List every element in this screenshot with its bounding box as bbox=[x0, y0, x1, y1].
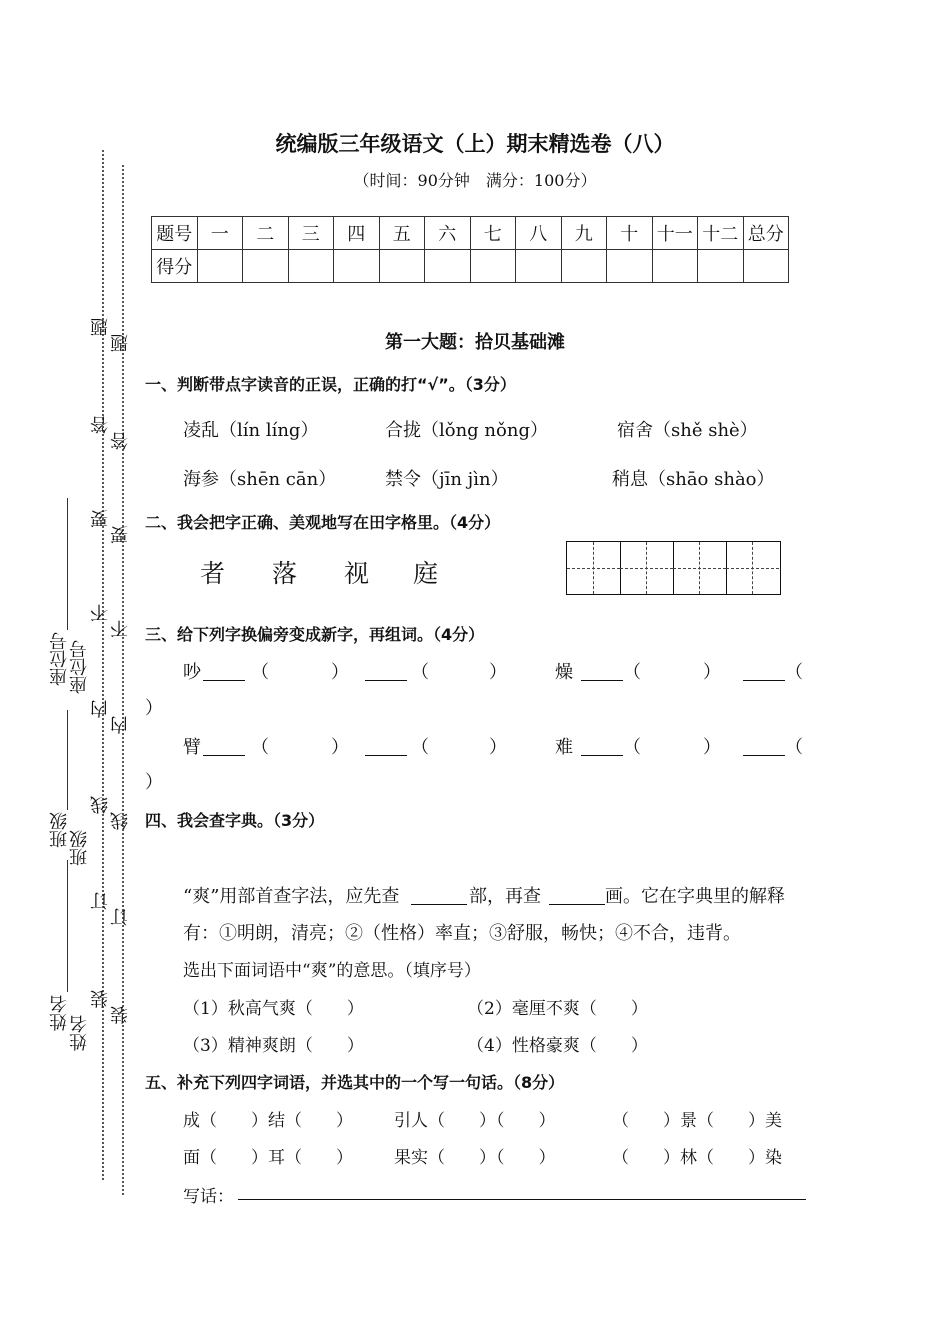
score-cell[interactable] bbox=[288, 250, 334, 283]
paren-close: ） bbox=[331, 662, 349, 683]
notice-char-bu: 不 bbox=[90, 604, 111, 622]
q3-char-bi: 臂 bbox=[183, 737, 201, 758]
score-cell[interactable] bbox=[379, 250, 425, 283]
score-col-3: 三 bbox=[288, 217, 334, 250]
score-table-header-label: 题号 bbox=[152, 217, 198, 250]
paren-open: （ bbox=[411, 662, 429, 683]
answer-blank[interactable] bbox=[743, 658, 785, 681]
score-col-1: 一 bbox=[197, 217, 243, 250]
notice-char-ding-2: 订 bbox=[110, 908, 131, 926]
tianzige-cell[interactable] bbox=[726, 542, 779, 594]
notice-char-ti-2: 题 bbox=[110, 334, 131, 352]
answer-blank[interactable] bbox=[365, 658, 407, 681]
notice-char-nei: 内 bbox=[90, 700, 111, 718]
q2-char-3: 视 bbox=[344, 559, 370, 588]
score-cell[interactable] bbox=[743, 250, 789, 283]
score-cell[interactable] bbox=[652, 250, 698, 283]
q2-char-2: 落 bbox=[272, 559, 298, 588]
tianzige-cell[interactable] bbox=[673, 542, 727, 594]
answer-blank[interactable] bbox=[581, 658, 623, 681]
paren-open: （ bbox=[785, 662, 803, 683]
notice-char-xian: 线 bbox=[90, 796, 111, 814]
score-cell[interactable] bbox=[607, 250, 653, 283]
notice-char-ti: 题 bbox=[90, 318, 111, 336]
seat-number-blank[interactable] bbox=[67, 498, 68, 630]
binding-dotted-line-outer bbox=[122, 165, 124, 1195]
q1-prompt: 一、判断带点字读音的正误，正确的打“√”。（3分） bbox=[145, 375, 516, 394]
q3-char-chao: 吵 bbox=[183, 662, 201, 683]
page-title: 统编版三年级语文（上）期末精选卷（八） bbox=[275, 132, 675, 156]
score-col-2: 二 bbox=[243, 217, 289, 250]
q5-idiom-1[interactable]: 成（ ）结（ ） bbox=[183, 1111, 353, 1131]
q1-item-2[interactable]: 合拢（lǒng nǒng） bbox=[385, 420, 548, 441]
seat-number-label: 座位号 bbox=[49, 632, 70, 686]
q4-line-1-c: 画。它在字典里的解释 bbox=[605, 886, 785, 907]
tianzige-grid[interactable] bbox=[566, 541, 781, 595]
notice-char-da: 答 bbox=[90, 416, 111, 434]
section-1-heading: 第一大题：拾贝基础滩 bbox=[385, 332, 565, 353]
paren-open: （ bbox=[785, 737, 803, 758]
score-cell[interactable] bbox=[334, 250, 380, 283]
tianzige-cell[interactable] bbox=[567, 542, 621, 594]
paren-open: （ bbox=[623, 737, 641, 758]
q4-prompt: 四、我会查字典。（3分） bbox=[145, 811, 325, 830]
score-cell[interactable] bbox=[516, 250, 562, 283]
q2-prompt: 二、我会把字正确、美观地写在田字格里。（4分） bbox=[145, 513, 501, 532]
q3-row-1-wrap-close: ） bbox=[145, 698, 163, 719]
q1-item-4[interactable]: 海参（shēn cān） bbox=[183, 469, 337, 490]
paren-close: ） bbox=[703, 737, 721, 758]
q1-item-6[interactable]: 稍息（shāo shào） bbox=[612, 469, 775, 490]
q3-prompt: 三、给下列字换偏旁变成新字，再组词。（4分） bbox=[145, 625, 485, 644]
answer-blank[interactable] bbox=[581, 733, 623, 756]
name-label-shadow: 姓名 bbox=[69, 1015, 90, 1051]
q5-idiom-2[interactable]: 引人（ ）（ ） bbox=[394, 1111, 556, 1131]
q5-prompt: 五、补充下列四字词语，并选其中的一个写一句话。（8分） bbox=[145, 1073, 565, 1092]
score-cell[interactable] bbox=[425, 250, 471, 283]
score-cell[interactable] bbox=[698, 250, 744, 283]
notice-char-xian-2: 线 bbox=[110, 812, 131, 830]
paren-close: ） bbox=[489, 662, 507, 683]
notice-char-zhuang: 装 bbox=[90, 990, 111, 1008]
answer-blank[interactable] bbox=[743, 733, 785, 756]
paren-close: ） bbox=[331, 737, 349, 758]
score-cell[interactable] bbox=[243, 250, 289, 283]
q1-item-5[interactable]: 禁令（jīn jìn） bbox=[385, 469, 509, 490]
notice-char-ding: 订 bbox=[90, 892, 111, 910]
notice-char-yao-2: 要 bbox=[110, 526, 131, 544]
paren-open: （ bbox=[251, 662, 269, 683]
q3-row-2-wrap-close: ） bbox=[145, 772, 163, 793]
answer-blank[interactable] bbox=[203, 658, 245, 681]
q5-idiom-5[interactable]: 果实（ ）（ ） bbox=[394, 1148, 556, 1168]
answer-blank[interactable] bbox=[411, 882, 467, 905]
name-blank[interactable] bbox=[67, 860, 68, 992]
q4-option-1[interactable]: （1）秋高气爽（ ） bbox=[183, 999, 364, 1019]
score-col-8: 八 bbox=[516, 217, 562, 250]
q3-char-nan: 难 bbox=[555, 737, 573, 758]
notice-char-zhuang-2: 装 bbox=[110, 1006, 131, 1024]
q5-idiom-6[interactable]: （ ）林（ ）染 bbox=[612, 1148, 782, 1168]
paren-close: ） bbox=[703, 662, 721, 683]
q3-row-2 bbox=[183, 733, 803, 763]
q1-item-1[interactable]: 凌乱（lín líng） bbox=[183, 420, 319, 441]
score-cell[interactable] bbox=[197, 250, 243, 283]
notice-char-da-2: 答 bbox=[110, 432, 131, 450]
answer-blank[interactable] bbox=[549, 882, 605, 905]
paren-close: ） bbox=[489, 737, 507, 758]
notice-char-nei-2: 内 bbox=[110, 716, 131, 734]
score-table bbox=[151, 216, 789, 283]
score-cell[interactable] bbox=[561, 250, 607, 283]
exam-info: （时间：90分钟 满分：100分） bbox=[353, 171, 597, 190]
q5-idiom-3[interactable]: （ ）景（ ）美 bbox=[612, 1111, 782, 1131]
paren-open: （ bbox=[411, 737, 429, 758]
tianzige-cell[interactable] bbox=[620, 542, 674, 594]
q4-option-2[interactable]: （2）毫厘不爽（ ） bbox=[467, 999, 648, 1019]
q5-write-label: 写话： bbox=[183, 1187, 234, 1207]
q3-row-1 bbox=[183, 658, 803, 688]
score-col-6: 六 bbox=[425, 217, 471, 250]
notice-char-yao: 要 bbox=[90, 510, 111, 528]
binding-dotted-line-inner bbox=[102, 150, 104, 1180]
score-col-11: 十一 bbox=[652, 217, 698, 250]
q5-write-line[interactable] bbox=[238, 1199, 806, 1200]
score-col-12: 十二 bbox=[698, 217, 744, 250]
score-col-10: 十 bbox=[607, 217, 653, 250]
seat-number-label-shadow: 座位号 bbox=[69, 640, 90, 694]
score-col-4: 四 bbox=[334, 217, 380, 250]
score-col-9: 九 bbox=[561, 217, 607, 250]
paren-open: （ bbox=[623, 662, 641, 683]
score-col-total: 总分 bbox=[743, 217, 789, 250]
q4-option-3[interactable]: （3）精神爽朗（ ） bbox=[183, 1036, 364, 1056]
class-label: 班级 bbox=[49, 812, 70, 848]
class-label-shadow: 班级 bbox=[69, 830, 90, 866]
q4-option-4[interactable]: （4）性格豪爽（ ） bbox=[467, 1036, 648, 1056]
q4-line-2: 有：①明朗，清亮；②（性格）率直；③舒服，畅快；④不合，违背。 bbox=[183, 923, 741, 944]
score-col-5: 五 bbox=[379, 217, 425, 250]
q1-item-3[interactable]: 宿舍（shě shè） bbox=[617, 420, 758, 441]
q3-char-zao: 燥 bbox=[555, 662, 573, 683]
q4-line-1 bbox=[183, 882, 823, 910]
q2-char-1: 者 bbox=[200, 559, 226, 588]
score-table-score-label: 得分 bbox=[152, 250, 198, 283]
answer-blank[interactable] bbox=[365, 733, 407, 756]
name-label: 姓名 bbox=[49, 995, 70, 1031]
q4-line-1-b: 部，再查 bbox=[469, 886, 541, 907]
answer-blank[interactable] bbox=[203, 733, 245, 756]
q4-line-3: 选出下面词语中“爽”的意思。（填序号） bbox=[183, 961, 481, 981]
score-cell[interactable] bbox=[470, 250, 516, 283]
score-table-score-row bbox=[152, 250, 789, 283]
score-col-7: 七 bbox=[470, 217, 516, 250]
class-blank[interactable] bbox=[67, 710, 68, 810]
score-table-header-row bbox=[152, 217, 789, 250]
notice-char-bu-2: 不 bbox=[110, 620, 131, 638]
q5-idiom-4[interactable]: 面（ ）耳（ ） bbox=[183, 1148, 353, 1168]
paren-open: （ bbox=[251, 737, 269, 758]
q4-line-1-a: “爽”用部首查字法，应先查 bbox=[183, 886, 400, 907]
q2-char-4: 庭 bbox=[413, 559, 439, 588]
